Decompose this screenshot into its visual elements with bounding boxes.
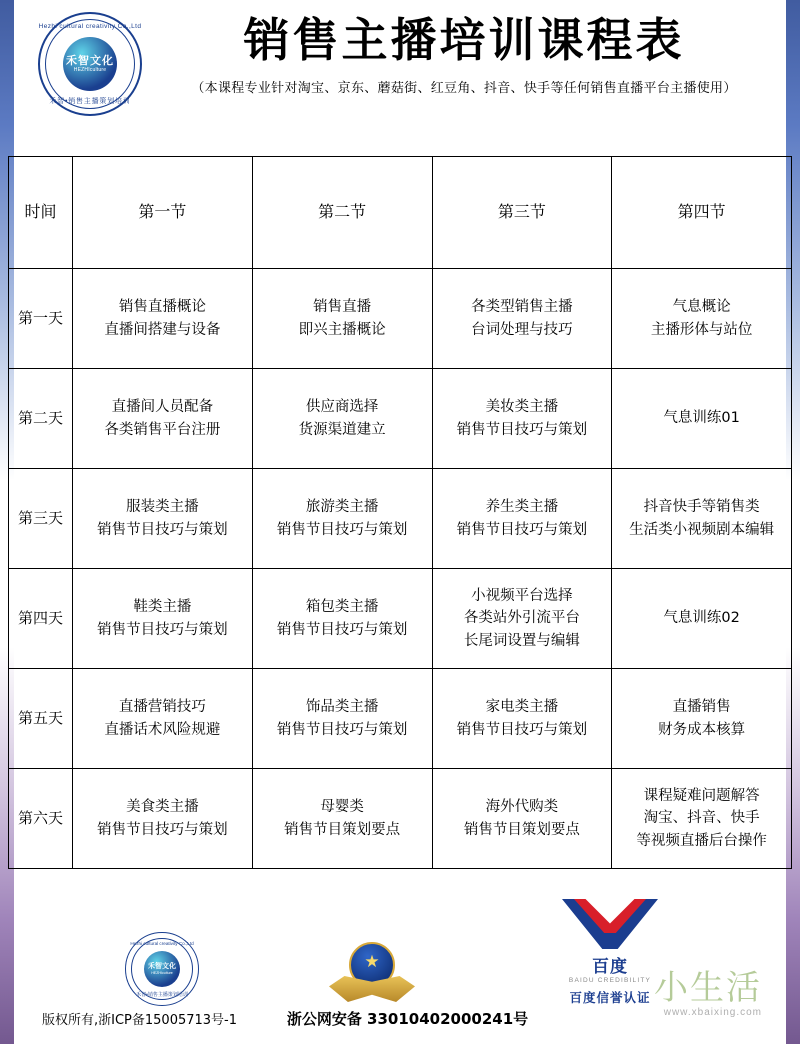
table-cell-session-3 — [432, 569, 612, 669]
cell-lines — [75, 496, 250, 541]
baidu-credit-badge — [545, 899, 675, 1006]
cell-line: 销售节目技巧与策划 — [276, 521, 408, 538]
cell-line: 养生类主播 — [485, 499, 559, 516]
column-header-period-3: 第三节 — [432, 157, 612, 269]
table-row — [9, 469, 792, 569]
cell-line: 销售直播 — [313, 299, 372, 316]
table-cell-session-2 — [252, 769, 432, 869]
cell-lines — [255, 796, 430, 841]
table-cell-day: 第四天 — [9, 569, 73, 669]
document-header — [0, 0, 800, 120]
cell-line: 各类型销售主播 — [471, 299, 573, 316]
cell-line: 销售直播概论 — [118, 299, 206, 316]
table-cell-session-1 — [73, 669, 253, 769]
table-cell-session-4 — [612, 469, 792, 569]
table-cell-session-3 — [432, 369, 612, 469]
column-header-period-1: 第一节 — [73, 157, 253, 269]
cell-lines — [255, 296, 430, 341]
column-header-period-4: 第四节 — [612, 157, 792, 269]
table-cell-day: 第二天 — [9, 369, 73, 469]
cell-line: 销售节目技巧与策划 — [97, 821, 228, 838]
cell-lines — [435, 296, 610, 341]
cell-line: 鞋类主播 — [133, 599, 192, 616]
cell-line: 生活类小视频剧本编辑 — [629, 521, 775, 538]
cell-line: 旅游类主播 — [305, 499, 379, 516]
cell-line: 销售节目策划要点 — [463, 821, 580, 838]
baidu-v-icon — [562, 899, 658, 951]
cell-lines — [255, 496, 430, 541]
table-cell-session-3 — [432, 769, 612, 869]
table-header-row — [9, 157, 792, 269]
logo-arc-top-text: Hezhi cultural creativity Co.,Ltd — [38, 23, 142, 30]
table-cell-day: 第一天 — [9, 269, 73, 369]
table-cell-session-1 — [73, 769, 253, 869]
cell-lines — [435, 585, 610, 652]
cell-line: 销售节目技巧与策划 — [97, 521, 228, 538]
police-star-icon: ★ — [364, 952, 380, 971]
table-row — [9, 669, 792, 769]
cell-line: 销售节目技巧与策划 — [456, 721, 588, 738]
cell-line: 销售节目技巧与策划 — [276, 721, 408, 738]
cell-line: 台词处理与技巧 — [471, 321, 573, 338]
cell-lines — [255, 696, 430, 741]
footer-logo-badge-cn-text: 禾智文化 — [148, 963, 176, 971]
footer-logo-badge-en-text: HEZHIculture — [151, 970, 173, 975]
table-cell-session-1 — [73, 569, 253, 669]
cell-lines — [255, 396, 430, 441]
baidu-caption-text: 百度信誉认证 — [569, 991, 651, 1005]
cell-line: 各类销售平台注册 — [104, 421, 221, 438]
table-cell-day: 第五天 — [9, 669, 73, 769]
schedule-table — [8, 156, 792, 869]
cell-line: 销售节目技巧与策划 — [276, 621, 408, 638]
table-cell-session-4 — [612, 569, 792, 669]
cell-line: 供应商选择 — [305, 399, 379, 416]
cell-line: 等视频直播后台操作 — [636, 832, 767, 849]
footer-badge-row — [0, 914, 800, 1006]
police-emblem-icon — [329, 940, 415, 1006]
cell-line: 气息概论 — [672, 299, 731, 316]
table-cell-session-4 — [612, 369, 792, 469]
page-subtitle: （本课程专业针对淘宝、京东、蘑菇街、红豆角、抖音、快手等任何销售直播平台主播使用） — [191, 80, 737, 96]
table-cell-session-2 — [252, 569, 432, 669]
cell-lines — [614, 296, 789, 341]
table-row — [9, 769, 792, 869]
watermark-main-text: 小生活 — [654, 968, 762, 1008]
cell-line: 服装类主播 — [126, 499, 199, 516]
cell-line: 销售节目技巧与策划 — [456, 521, 588, 538]
document-footer — [0, 914, 800, 1044]
cell-line: 长尾词设置与编辑 — [463, 632, 580, 649]
table-cell-session-1 — [73, 469, 253, 569]
cell-line: 直播销售 — [672, 699, 731, 716]
logo-arc-bottom-text: 禾智•销售主播策划培训 — [49, 98, 131, 105]
table-cell-session-1 — [73, 269, 253, 369]
cell-line: 直播间搭建与设备 — [104, 321, 221, 338]
cell-line: 主播形体与站位 — [650, 321, 753, 338]
column-header-time: 时间 — [9, 157, 73, 269]
table-head — [9, 157, 792, 269]
watermark-url-text: www.xbaixing.com — [663, 1007, 762, 1018]
cell-line: 课程疑难问题解答 — [643, 787, 760, 804]
table-cell-session-2 — [252, 369, 432, 469]
title-block — [142, 10, 776, 96]
cell-line: 美食类主播 — [126, 799, 199, 816]
footer-logo-badge — [144, 951, 180, 987]
table-cell-session-2 — [252, 669, 432, 769]
cell-lines — [614, 407, 789, 429]
cell-line: 直播间人员配备 — [111, 399, 214, 416]
table-cell-session-2 — [252, 469, 432, 569]
cell-line: 箱包类主播 — [305, 599, 379, 616]
cell-lines — [75, 796, 250, 841]
table-row — [9, 569, 792, 669]
cell-line: 母婴类 — [320, 799, 364, 816]
cell-line: 小视频平台选择 — [471, 587, 573, 604]
cell-lines — [75, 296, 250, 341]
cell-lines — [435, 396, 610, 441]
table-cell-session-1 — [73, 369, 253, 469]
table-cell-session-4 — [612, 669, 792, 769]
table-cell-day: 第三天 — [9, 469, 73, 569]
cell-line: 抖音快手等销售类 — [643, 499, 760, 516]
icp-record-text: 浙公网安备 33010402000241号 — [286, 1010, 529, 1028]
cell-lines — [255, 596, 430, 641]
baidu-name-text: 百度 — [592, 957, 628, 976]
cell-line: 美妆类主播 — [485, 399, 559, 416]
cell-lines — [435, 796, 610, 841]
cell-lines — [614, 496, 789, 541]
table-cell-session-2 — [252, 269, 432, 369]
table-cell-session-3 — [432, 669, 612, 769]
table-cell-session-3 — [432, 469, 612, 569]
table-body — [9, 269, 792, 869]
table-cell-session-3 — [432, 269, 612, 369]
table-cell-day: 第六天 — [9, 769, 73, 869]
cell-lines — [614, 785, 789, 852]
table-row — [9, 369, 792, 469]
logo-badge-en-text: HEZHIculture — [73, 67, 107, 74]
table-row — [9, 269, 792, 369]
cell-lines — [75, 696, 250, 741]
cell-lines — [614, 696, 789, 741]
footer-company-logo — [125, 932, 199, 1006]
cell-line: 销售节目策划要点 — [284, 821, 401, 838]
cell-line: 淘宝、抖音、快手 — [643, 810, 760, 827]
cell-line: 饰品类主播 — [305, 699, 379, 716]
cell-line: 即兴主播概论 — [298, 321, 386, 338]
cell-line: 直播话术风险规避 — [104, 721, 221, 738]
footer-logo-arc-top-text: Hezhi cultural creativity Co.,Ltd — [130, 941, 194, 946]
cell-lines — [75, 396, 250, 441]
footer-logo-arc-bottom-text: 禾智•销售主播策划培训 — [136, 992, 188, 998]
logo-badge-cn-text: 禾智文化 — [66, 54, 114, 67]
cell-lines — [435, 496, 610, 541]
cell-line: 海外代购类 — [485, 799, 559, 816]
cell-lines — [75, 596, 250, 641]
copyright-text: 版权所有,浙ICP备15005713号-1 — [42, 1013, 238, 1028]
table-cell-session-4 — [612, 769, 792, 869]
cell-line: 货源渠道建立 — [298, 421, 386, 438]
cell-line: 销售节目技巧与策划 — [97, 621, 228, 638]
cell-line: 销售节目技巧与策划 — [456, 421, 588, 438]
cell-line: 各类站外引流平台 — [463, 610, 580, 627]
page-title: 销售主播培训课程表 — [243, 13, 685, 67]
cell-line: 家电类主播 — [485, 699, 559, 716]
cell-lines — [435, 696, 610, 741]
baidu-sub-text: BAIDU CREDIBILITY — [568, 977, 652, 984]
footer-text-row — [0, 1006, 800, 1029]
cell-line: 直播营销技巧 — [118, 699, 206, 716]
schedule-table-container — [8, 156, 792, 869]
company-logo — [38, 12, 142, 116]
logo-badge — [63, 37, 117, 91]
cell-lines — [614, 607, 789, 629]
cell-line: 气息训练01 — [663, 410, 740, 427]
cell-line: 财务成本核算 — [658, 721, 746, 738]
cell-line: 气息训练02 — [663, 610, 740, 627]
table-cell-session-4 — [612, 269, 792, 369]
column-header-period-2: 第二节 — [252, 157, 432, 269]
